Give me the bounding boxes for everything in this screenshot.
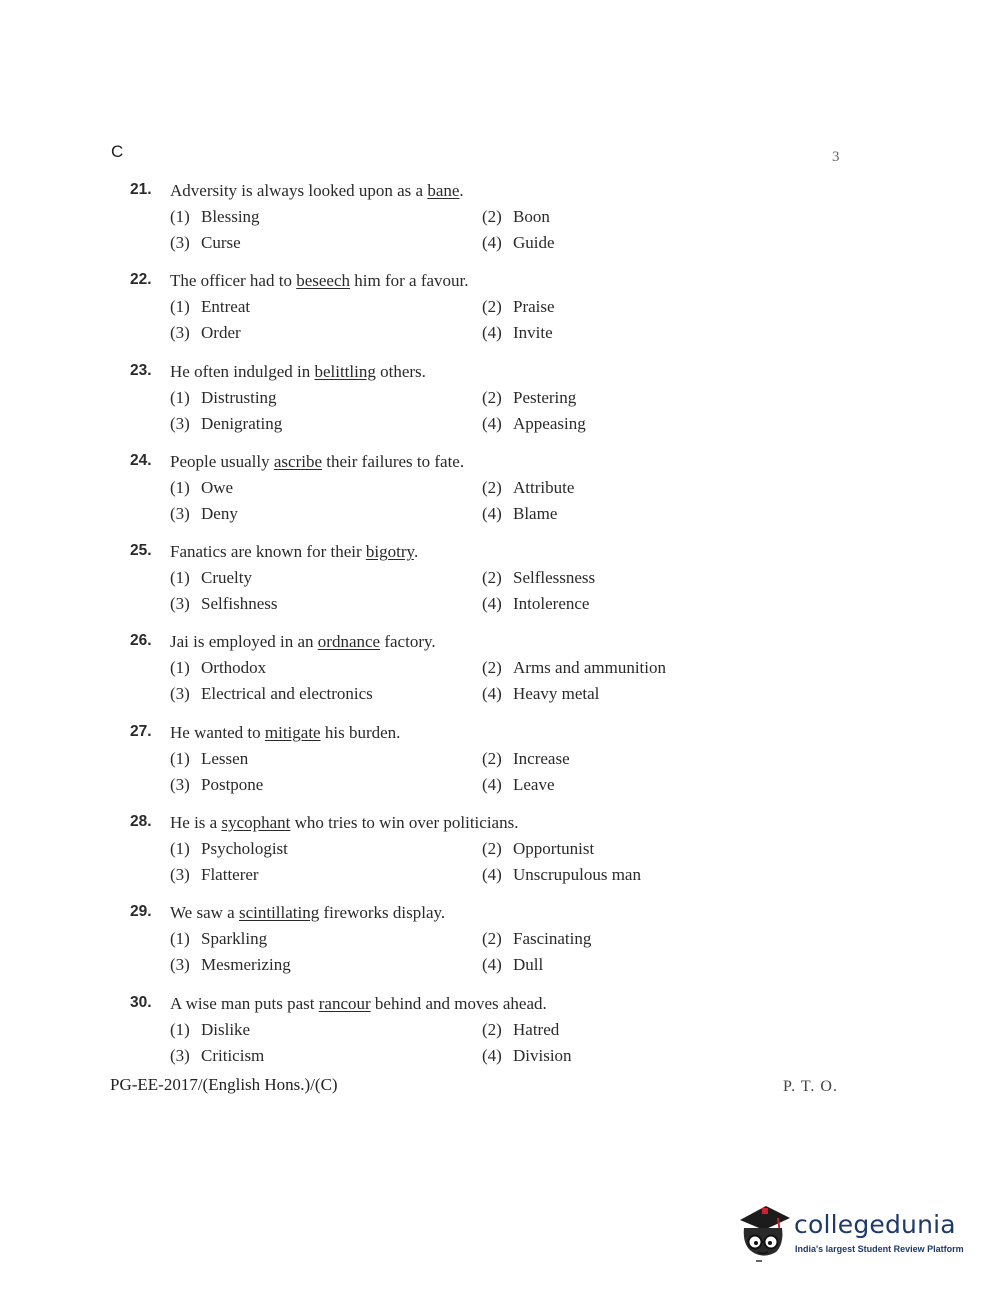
exam-code: PG-EE-2017/(English Hons.)/(C) [110,1075,338,1094]
answer-option [170,955,291,975]
answer-option [170,478,233,498]
option-number: (1) [170,568,190,588]
question-keyword: bane [427,181,460,200]
option-number: (2) [482,568,502,588]
answer-option [482,207,550,227]
option-text: Opportunist [513,839,595,859]
option-number: (1) [170,387,190,407]
question-text [170,903,445,923]
question-text [170,632,436,652]
option-number: (3) [170,413,190,433]
answer-option [170,504,238,524]
option-number: (2) [482,839,502,859]
question-text-before: He is a [170,813,222,833]
option-number: (4) [482,955,502,975]
question-text [170,362,426,382]
option-text: Distrusting [201,387,277,407]
answer-option [482,388,576,408]
option-number: (3) [170,955,190,975]
option-text: Intolerence [513,594,590,614]
question-text-after: who tries to win over politicians. [290,813,519,833]
option-text: Dull [513,955,544,975]
question-text [170,542,418,562]
question-number: 27. [130,722,152,740]
answer-option [170,388,277,408]
option-text: Lessen [201,748,249,768]
option-number: (4) [482,413,502,433]
option-number: (2) [482,207,502,226]
option-number: (1) [170,477,190,497]
option-text: Selflessness [513,568,596,588]
question-keyword: rancour [318,993,371,1013]
option-number: (3) [170,684,190,704]
option-text: Order [201,323,241,343]
answer-option [170,1020,250,1040]
question-number: 26. [130,632,152,650]
option-number: (4) [482,323,502,343]
option-text: Denigrating [201,413,283,433]
option-number: (3) [170,774,190,794]
answer-option [482,414,586,434]
pto-label: P. T. O. [783,1078,838,1095]
answer-option [170,233,241,253]
question-text [170,723,400,743]
watermark-tagline: India's largest Student Review Platform [795,1244,964,1254]
option-text: Orthodox [201,658,267,678]
answer-option [482,955,543,975]
option-text: Fascinating [513,929,592,949]
option-text: Mesmerizing [201,955,291,975]
option-text: Arms and ammunition [513,658,666,678]
question-item [130,632,750,722]
answer-option [482,1046,572,1066]
answer-option [170,839,288,859]
answer-option [482,323,553,343]
answer-option [170,929,267,949]
question-text [170,994,547,1014]
option-text: Owe [201,477,234,497]
collegedunia-watermark [736,1198,966,1268]
answer-option [170,684,373,704]
answer-option [170,1046,264,1066]
answer-option [482,865,641,885]
answer-option [170,749,248,769]
option-text: Cruelty [201,568,252,588]
question-item [130,362,750,452]
option-text: Selfishness [201,594,278,614]
option-number: (3) [170,323,190,343]
page-number: 3 [832,149,840,165]
option-number: (4) [482,1045,502,1065]
answer-option [170,207,260,227]
answer-option [482,594,589,614]
option-number: (2) [482,297,502,317]
option-number: (4) [482,594,502,614]
option-number: (2) [482,477,502,497]
option-number: (3) [170,233,190,252]
option-number: (1) [170,297,190,317]
question-number: 29. [130,903,152,921]
question-number: 21. [130,181,152,198]
question-item [130,452,750,542]
option-number: (2) [482,387,502,407]
option-text: Leave [513,774,555,794]
question-number: 28. [130,813,152,831]
answer-option [170,323,241,343]
question-item [130,903,750,993]
option-text: Division [513,1045,572,1065]
option-text: Postpone [201,774,264,794]
option-text: Invite [513,323,553,343]
question-text [170,813,518,833]
answer-option [170,658,266,678]
question-text-after: him for a favour. [350,271,469,291]
question-text-after: factory. [380,632,436,652]
option-number: (4) [482,865,502,885]
option-text: Praise [513,297,555,317]
option-text: Psychologist [201,839,288,859]
question-text-after: his burden. [320,722,401,742]
question-keyword: scintillating [238,903,320,923]
answer-option [482,568,595,588]
question-text-after: fireworks display. [319,903,446,923]
question-text-after: . [413,542,419,562]
question-number: 30. [130,993,152,1011]
question-text [170,181,464,201]
option-text: Criticism [201,1045,265,1065]
graduate-mascot-icon [736,1198,792,1264]
option-number: (1) [170,929,190,949]
question-text-before: Jai is employed in an [170,632,318,652]
question-item [130,723,750,813]
question-item [130,181,750,271]
question-item [130,994,750,1084]
question-text-after: behind and moves ahead. [370,993,547,1013]
option-number: (3) [170,1045,190,1065]
option-number: (2) [482,658,502,678]
option-text: Hatred [513,1019,560,1039]
option-number: (4) [482,774,502,794]
question-text-before: We saw a [170,903,239,923]
option-text: Unscrupulous man [513,865,641,885]
question-item [130,813,750,903]
option-number: (4) [482,503,502,523]
question-text-before: Adversity is always looked upon as a [170,181,428,200]
option-number: (3) [170,594,190,614]
question-text-after: . [459,181,464,200]
option-text: Boon [513,207,550,226]
watermark-name: collegedunia [794,1210,956,1239]
question-list [130,181,750,1084]
option-number: (1) [170,748,190,768]
option-text: Increase [513,748,570,768]
option-text: Curse [201,233,241,252]
question-text-after: others. [375,361,426,381]
option-number: (2) [482,1019,502,1039]
option-text: Pestering [513,387,577,407]
answer-option [482,929,591,949]
series-letter: C [111,142,124,161]
answer-option [170,775,263,795]
question-item [130,542,750,632]
question-item [130,271,750,361]
answer-option [482,684,599,704]
option-text: Guide [513,233,555,252]
answer-option [170,297,250,317]
option-number: (4) [482,684,502,704]
answer-option [170,568,252,588]
option-number: (1) [170,1019,190,1039]
option-number: (3) [170,865,190,885]
option-number: (2) [482,748,502,768]
option-number: (2) [482,929,502,949]
question-keyword: beseech [296,271,351,291]
question-number: 23. [130,361,152,379]
option-text: Blessing [201,207,260,226]
option-text: Attribute [513,477,575,497]
option-number: (1) [170,839,190,859]
question-text-before: The officer had to [170,271,297,291]
option-text: Appeasing [513,413,586,433]
answer-option [482,297,555,317]
question-text [170,271,469,291]
answer-option [482,478,574,498]
question-number: 22. [130,271,152,289]
question-text-before: He wanted to [170,722,265,742]
question-keyword: ordnance [317,632,381,652]
option-number: (1) [170,658,190,678]
option-number: (1) [170,207,190,226]
option-text: Sparkling [201,929,268,949]
question-text [170,452,464,472]
option-text: Dislike [201,1019,251,1039]
answer-option [170,865,259,885]
option-text: Deny [201,503,238,523]
question-text-before: People usually [170,451,274,471]
question-text-before: He often indulged in [170,361,315,381]
question-keyword: ascribe [273,451,323,471]
answer-option [170,594,278,614]
answer-option [170,414,282,434]
question-text-before: A wise man puts past [170,993,319,1013]
question-keyword: bigotry [365,542,414,562]
question-number: 25. [130,542,152,560]
option-text: Electrical and electronics [201,684,373,704]
question-keyword: mitigate [264,722,321,742]
question-number: 24. [130,451,152,469]
option-number: (3) [170,503,190,523]
question-text-after: their failures to fate. [322,451,465,471]
answer-option [482,658,666,678]
answer-option [482,233,555,253]
option-number: (4) [482,233,502,252]
answer-option [482,1020,559,1040]
option-text: Flatterer [201,865,259,885]
answer-option [482,839,594,859]
option-text: Blame [513,503,558,523]
answer-option [482,775,555,795]
option-text: Entreat [201,297,251,317]
answer-option [482,749,570,769]
option-text: Heavy metal [513,684,600,704]
answer-option [482,504,557,524]
question-text-before: Fanatics are known for their [170,542,366,562]
question-keyword: belittling [314,361,376,381]
question-keyword: sycophant [221,813,291,833]
